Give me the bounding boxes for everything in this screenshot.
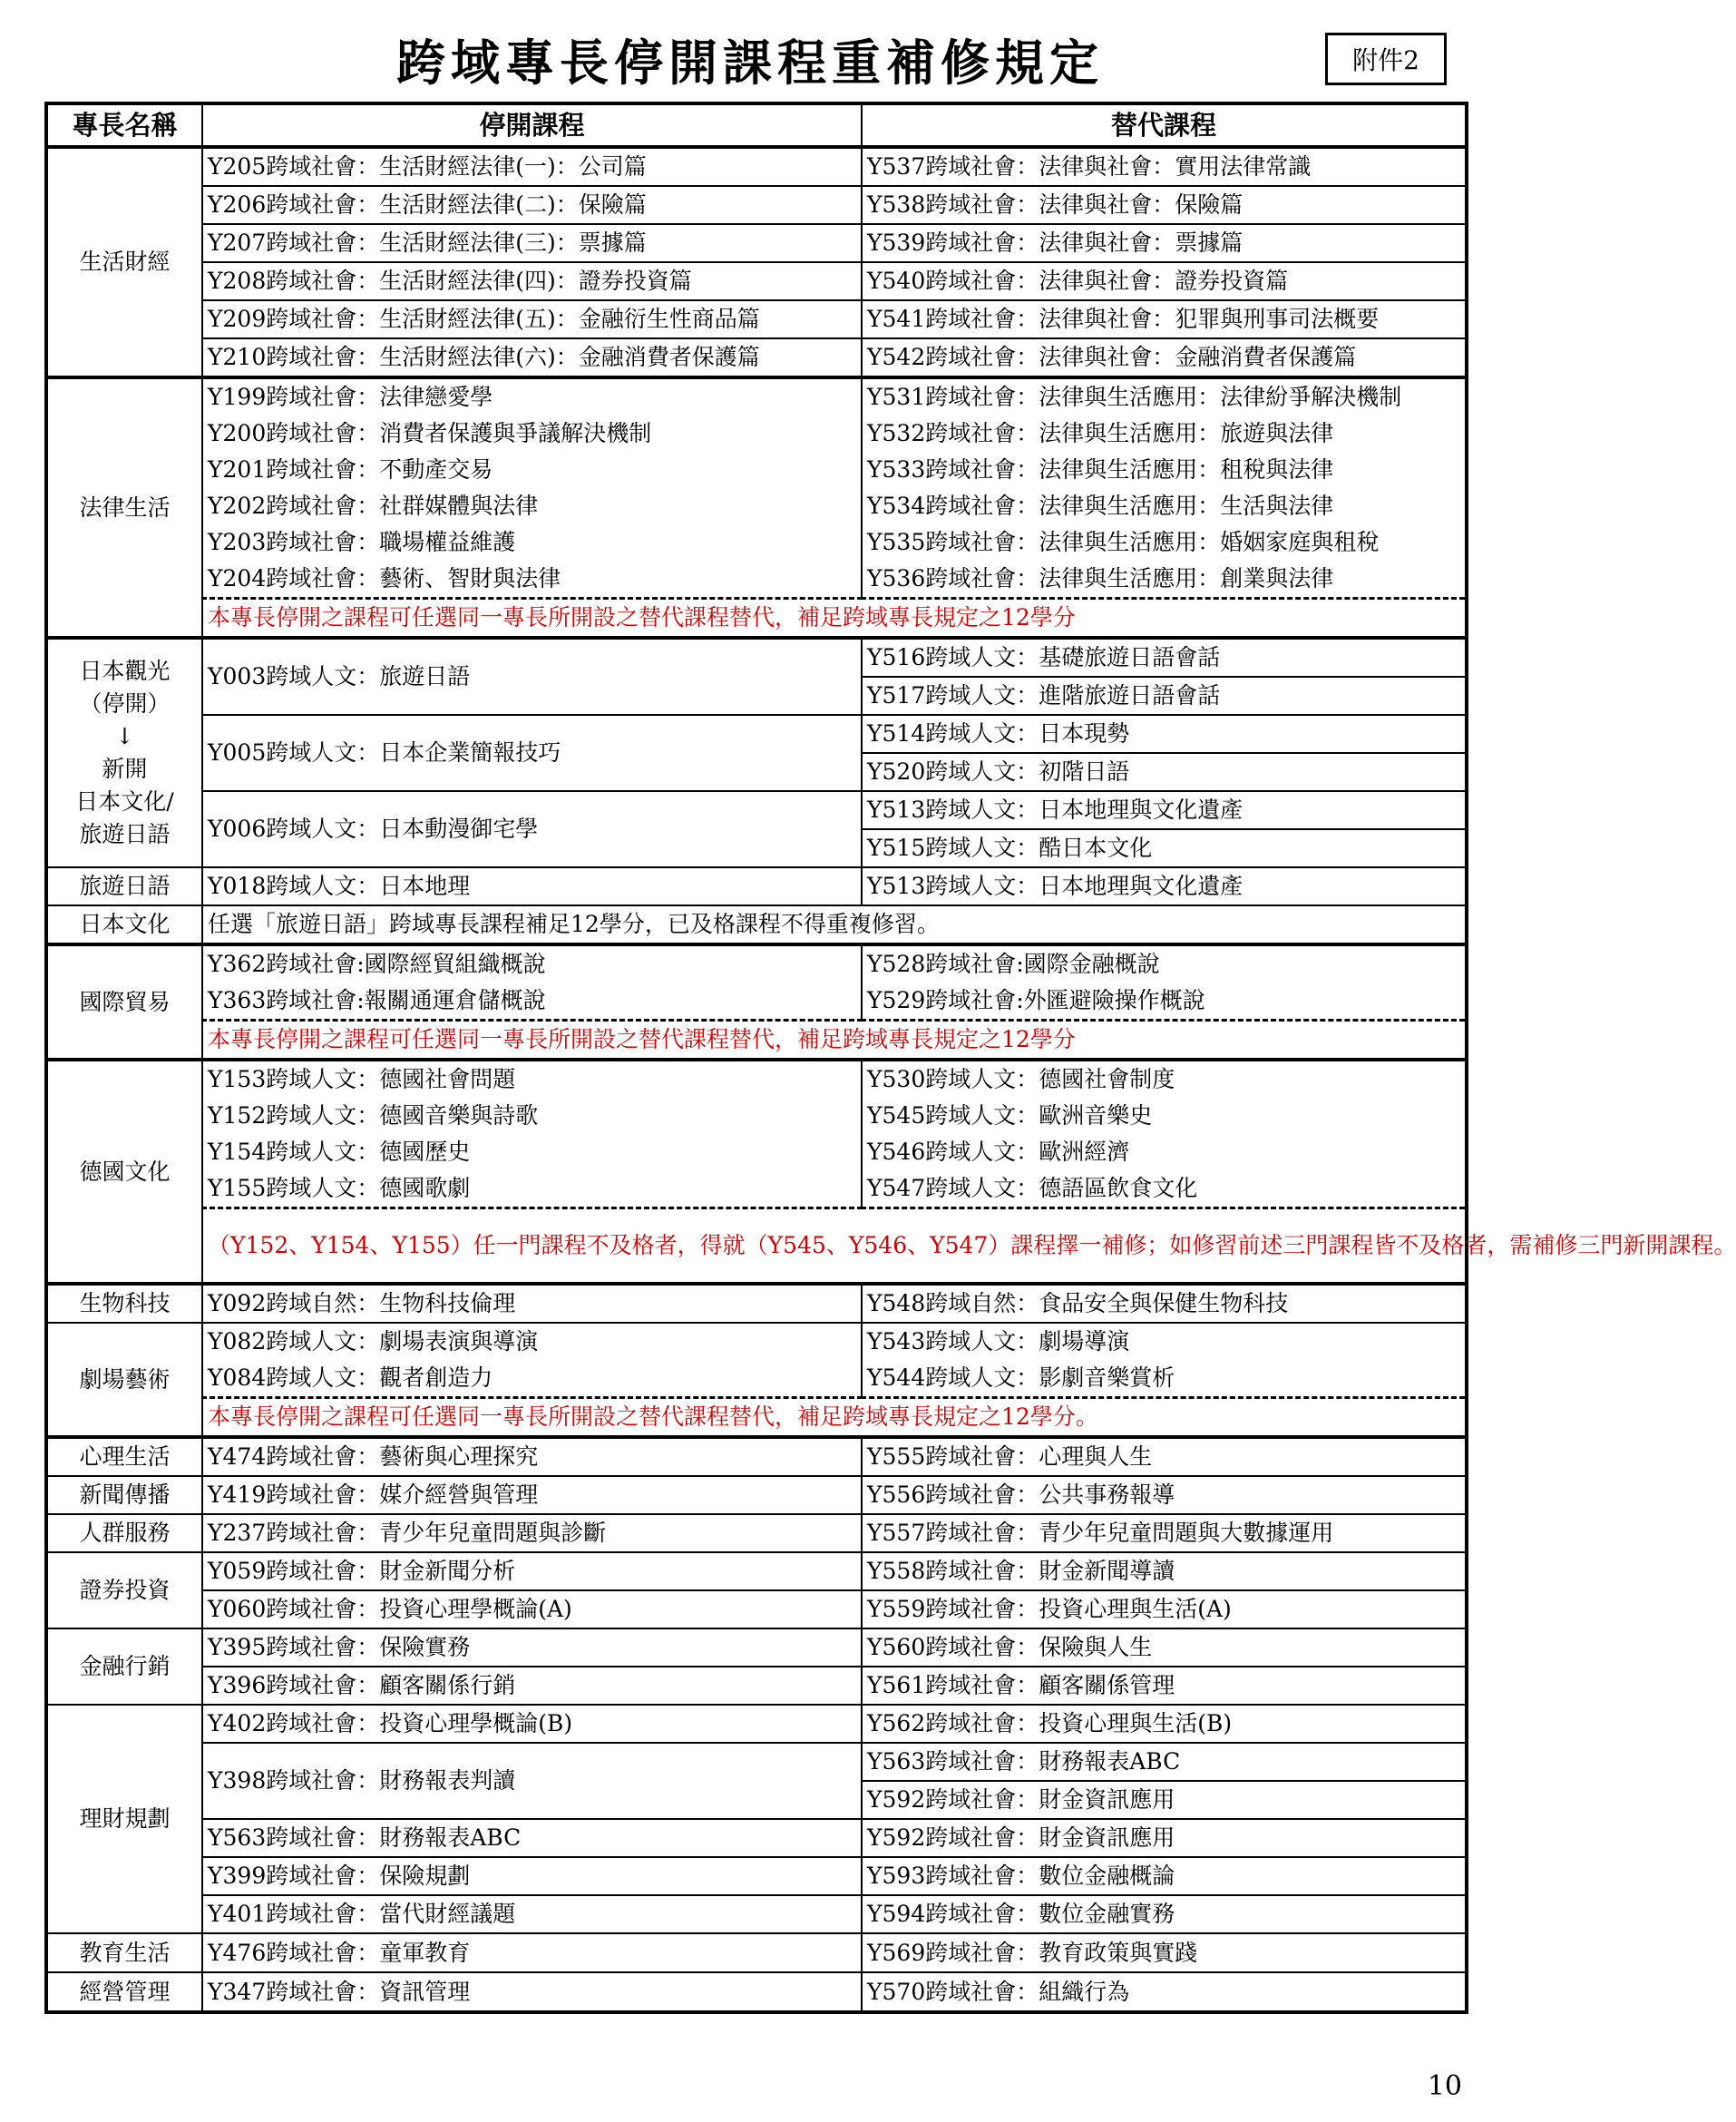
table-row xyxy=(46,1819,1467,1857)
suspended-course: Y202跨域社會：社群媒體與法律 xyxy=(202,488,862,524)
table-row xyxy=(46,488,1467,524)
substitute-course: Y539跨域社會：法律與社會：票據篇 xyxy=(862,224,1467,262)
substitute-course: Y513跨域人文：日本地理與文化遺產 xyxy=(862,867,1467,905)
table-row xyxy=(46,1667,1467,1705)
suspended-course: Y398跨域社會：財務報表判讀 xyxy=(202,1743,862,1819)
suspended-course: Y474跨域社會：藝術與心理探究 xyxy=(202,1437,862,1476)
suspended-course: Y154跨域人文：德國歷史 xyxy=(202,1134,862,1170)
table-row xyxy=(46,524,1467,561)
category-cell: 經營管理 xyxy=(46,1972,202,2012)
note-text: （Y152、Y154、Y155）任一門課程不及格者，得就（Y545、Y546、Y547）課程擇一補修；如修習前述三門課程皆不及格者，需補修三門新開課程。 xyxy=(202,1208,1467,1285)
suspended-course: Y003跨域人文：旅遊日語 xyxy=(202,638,862,715)
category-cell: 金融行銷 xyxy=(46,1628,202,1705)
page-number: 10 xyxy=(1427,2070,1462,2102)
substitute-course: Y557跨域社會：青少年兒童問題與大數據運用 xyxy=(862,1514,1467,1552)
table-row xyxy=(46,983,1467,1021)
category-cell: 理財規劃 xyxy=(46,1705,202,1933)
substitute-course: Y556跨域社會：公共事務報導 xyxy=(862,1476,1467,1514)
substitute-course: Y544跨域人文：影劇音樂賞析 xyxy=(862,1360,1467,1398)
table-row xyxy=(46,1476,1467,1514)
substitute-course: Y560跨域社會：保險與人生 xyxy=(862,1628,1467,1667)
table-row xyxy=(46,1933,1467,1972)
substitute-course: Y529跨域社會:外匯避險操作概說 xyxy=(862,983,1467,1021)
category-cell: 法律生活 xyxy=(46,377,202,638)
substitute-course: Y558跨域社會：財金新聞導讀 xyxy=(862,1552,1467,1590)
table-row xyxy=(46,638,1467,677)
table-row xyxy=(46,1972,1467,2012)
substitute-course: Y528跨域社會:國際金融概說 xyxy=(862,944,1467,983)
substitute-course: Y538跨域社會：法律與社會：保險篇 xyxy=(862,186,1467,224)
substitute-course: Y593跨域社會：數位金融概論 xyxy=(862,1857,1467,1895)
table-row xyxy=(46,1060,1467,1098)
substitute-course: Y532跨域社會：法律與生活應用：旅遊與法律 xyxy=(862,416,1467,452)
table-row xyxy=(46,1743,1467,1781)
table-row xyxy=(46,186,1467,224)
suspended-course: Y402跨域社會：投資心理學概論(B) xyxy=(202,1705,862,1743)
suspended-course: Y476跨域社會：童軍教育 xyxy=(202,1933,862,1972)
table-row xyxy=(46,1170,1467,1208)
substitute-course: Y540跨域社會：法律與社會：證券投資篇 xyxy=(862,262,1467,300)
substitute-course: Y592跨域社會：財金資訊應用 xyxy=(862,1781,1467,1819)
suspended-course: Y419跨域社會：媒介經營與管理 xyxy=(202,1476,862,1514)
substitute-course: Y541跨域社會：法律與社會：犯罪與刑事司法概要 xyxy=(862,300,1467,338)
substitute-course: Y542跨域社會：法律與社會：金融消費者保護篇 xyxy=(862,338,1467,377)
table-row xyxy=(46,1323,1467,1360)
substitute-course: Y569跨域社會：教育政策與實踐 xyxy=(862,1933,1467,1972)
substitute-course: Y515跨域人文：酷日本文化 xyxy=(862,829,1467,867)
suspended-course: Y203跨域社會：職場權益維護 xyxy=(202,524,862,561)
suspended-course: Y395跨域社會：保險實務 xyxy=(202,1628,862,1667)
substitute-course: Y530跨域人文：德國社會制度 xyxy=(862,1060,1467,1098)
table-row xyxy=(46,377,1467,416)
substitute-course: Y516跨域人文：基礎旅遊日語會話 xyxy=(862,638,1467,677)
table-row xyxy=(46,224,1467,262)
table-row xyxy=(46,1514,1467,1552)
category-cell: 劇場藝術 xyxy=(46,1323,202,1437)
suspended-course: Y206跨域社會：生活財經法律(二)：保險篇 xyxy=(202,186,862,224)
suspended-course: Y237跨域社會：青少年兒童問題與診斷 xyxy=(202,1514,862,1552)
category-cell: 日本觀光 （停開） ↓ 新開 日本文化/ 旅遊日語 xyxy=(46,638,202,867)
note-row xyxy=(46,599,1467,639)
substitute-course: Y547跨域人文：德語區飲食文化 xyxy=(862,1170,1467,1208)
table-row xyxy=(46,1134,1467,1170)
table-row xyxy=(46,715,1467,753)
suspended-course: Y207跨域社會：生活財經法律(三)：票據篇 xyxy=(202,224,862,262)
substitute-course: Y543跨域人文：劇場導演 xyxy=(862,1323,1467,1360)
suspended-course: Y210跨域社會：生活財經法律(六)：金融消費者保護篇 xyxy=(202,338,862,377)
category-cell: 新聞傳播 xyxy=(46,1476,202,1514)
rule-text: 任選「旅遊日語」跨域專長課程補足12學分，已及格課程不得重複修習。 xyxy=(202,905,1467,944)
substitute-course: Y537跨域社會：法律與社會：實用法律常識 xyxy=(862,147,1467,186)
substitute-course: Y514跨域人文：日本現勢 xyxy=(862,715,1467,753)
table-row xyxy=(46,1360,1467,1398)
substitute-course: Y563跨域社會：財務報表ABC xyxy=(862,1743,1467,1781)
suspended-course: Y205跨域社會：生活財經法律(一)：公司篇 xyxy=(202,147,862,186)
suspended-course: Y005跨域人文：日本企業簡報技巧 xyxy=(202,715,862,791)
table-header xyxy=(46,103,1467,147)
table-row xyxy=(46,1437,1467,1476)
substitute-course: Y562跨域社會：投資心理與生活(B) xyxy=(862,1705,1467,1743)
table-row xyxy=(46,1284,1467,1323)
substitute-course: Y535跨域社會：法律與生活應用：婚姻家庭與租稅 xyxy=(862,524,1467,561)
note-row xyxy=(46,1208,1467,1285)
suspended-course: Y362跨域社會:國際經貿組織概說 xyxy=(202,944,862,983)
substitute-course: Y559跨域社會：投資心理與生活(A) xyxy=(862,1590,1467,1628)
suspended-course: Y563跨域社會：財務報表ABC xyxy=(202,1819,862,1857)
substitute-course: Y555跨域社會：心理與人生 xyxy=(862,1437,1467,1476)
table-row xyxy=(46,1857,1467,1895)
category-cell: 德國文化 xyxy=(46,1060,202,1284)
header-specialty: 專長名稱 xyxy=(46,103,202,147)
substitute-course: Y536跨域社會：法律與生活應用：創業與法律 xyxy=(862,561,1467,599)
substitute-course: Y594跨域社會：數位金融實務 xyxy=(862,1895,1467,1933)
table-row xyxy=(46,452,1467,488)
suspended-course: Y155跨域人文：德國歌劇 xyxy=(202,1170,862,1208)
table-row xyxy=(46,262,1467,300)
suspended-course: Y208跨域社會：生活財經法律(四)：證券投資篇 xyxy=(202,262,862,300)
suspended-course: Y059跨域社會：財金新聞分析 xyxy=(202,1552,862,1590)
table-row xyxy=(46,1590,1467,1628)
table-row xyxy=(46,338,1467,377)
suspended-course: Y006跨域人文：日本動漫御宅學 xyxy=(202,791,862,867)
note-row xyxy=(46,1021,1467,1061)
suspended-course: Y209跨域社會：生活財經法律(五)：金融衍生性商品篇 xyxy=(202,300,862,338)
substitute-course: Y546跨域人文：歐洲經濟 xyxy=(862,1134,1467,1170)
table-row xyxy=(46,1895,1467,1933)
suspended-course: Y347跨域社會：資訊管理 xyxy=(202,1972,862,2012)
suspended-course: Y060跨域社會：投資心理學概論(A) xyxy=(202,1590,862,1628)
substitute-course: Y531跨域社會：法律與生活應用：法律紛爭解決機制 xyxy=(862,377,1467,416)
table-row xyxy=(46,300,1467,338)
suspended-course: Y399跨域社會：保險規劃 xyxy=(202,1857,862,1895)
table-row xyxy=(46,867,1467,905)
note-text: 本專長停開之課程可任選同一專長所開設之替代課程替代，補足跨域專長規定之12學分 xyxy=(202,599,1467,639)
category-cell: 日本文化 xyxy=(46,905,202,944)
suspended-course: Y018跨域人文：日本地理 xyxy=(202,867,862,905)
category-cell: 證券投資 xyxy=(46,1552,202,1628)
category-cell: 人群服務 xyxy=(46,1514,202,1552)
suspended-course: Y200跨域社會：消費者保護與爭議解決機制 xyxy=(202,416,862,452)
suspended-course: Y401跨域社會：當代財經議題 xyxy=(202,1895,862,1933)
course-table xyxy=(44,102,1736,2014)
suspended-course: Y201跨域社會：不動產交易 xyxy=(202,452,862,488)
substitute-course: Y520跨域人文：初階日語 xyxy=(862,753,1467,791)
table-row xyxy=(46,1552,1467,1590)
table-row xyxy=(46,416,1467,452)
table-row xyxy=(46,1098,1467,1134)
suspended-course: Y396跨域社會：顧客關係行銷 xyxy=(202,1667,862,1705)
category-cell: 教育生活 xyxy=(46,1933,202,1972)
note-row xyxy=(46,1398,1467,1438)
substitute-course: Y513跨域人文：日本地理與文化遺產 xyxy=(862,791,1467,829)
suspended-course: Y199跨域社會：法律戀愛學 xyxy=(202,377,862,416)
table-row xyxy=(46,944,1467,983)
suspended-course: Y084跨域人文：觀者創造力 xyxy=(202,1360,862,1398)
table-row xyxy=(46,561,1467,599)
table-row xyxy=(46,791,1467,829)
header-substitute: 替代課程 xyxy=(862,103,1467,147)
table-row xyxy=(46,147,1467,186)
substitute-course: Y517跨域人文：進階旅遊日語會話 xyxy=(862,677,1467,715)
suspended-course: Y152跨域人文：德國音樂與詩歌 xyxy=(202,1098,862,1134)
substitute-course: Y570跨域社會：組織行為 xyxy=(862,1972,1467,2012)
page-title: 跨域專長停開課程重補修規定 xyxy=(396,34,1104,92)
category-cell: 國際貿易 xyxy=(46,944,202,1060)
suspended-course: Y092跨域自然：生物科技倫理 xyxy=(202,1284,862,1323)
category-cell: 生活財經 xyxy=(46,147,202,377)
category-cell: 生物科技 xyxy=(46,1284,202,1323)
table-row xyxy=(46,1705,1467,1743)
suspended-course: Y153跨域人文：德國社會問題 xyxy=(202,1060,862,1098)
substitute-course: Y592跨域社會：財金資訊應用 xyxy=(862,1819,1467,1857)
category-cell: 旅遊日語 xyxy=(46,867,202,905)
suspended-course: Y204跨域社會：藝術、智財與法律 xyxy=(202,561,862,599)
note-text: 本專長停開之課程可任選同一專長所開設之替代課程替代，補足跨域專長規定之12學分。 xyxy=(202,1398,1467,1438)
substitute-course: Y548跨域自然：食品安全與保健生物科技 xyxy=(862,1284,1467,1323)
attachment-label: 附件2 xyxy=(1325,33,1447,85)
substitute-course: Y533跨域社會：法律與生活應用：租稅與法律 xyxy=(862,452,1467,488)
table-row xyxy=(46,1628,1467,1667)
suspended-course: Y082跨域人文：劇場表演與導演 xyxy=(202,1323,862,1360)
substitute-course: Y534跨域社會：法律與生活應用：生活與法律 xyxy=(862,488,1467,524)
category-cell: 心理生活 xyxy=(46,1437,202,1476)
substitute-course: Y561跨域社會：顧客關係管理 xyxy=(862,1667,1467,1705)
note-text: 本專長停開之課程可任選同一專長所開設之替代課程替代，補足跨域專長規定之12學分 xyxy=(202,1021,1467,1061)
header-suspended: 停開課程 xyxy=(202,103,862,147)
table-row xyxy=(46,905,1467,944)
substitute-course: Y545跨域人文：歐洲音樂史 xyxy=(862,1098,1467,1134)
suspended-course: Y363跨域社會:報關通運倉儲概說 xyxy=(202,983,862,1021)
